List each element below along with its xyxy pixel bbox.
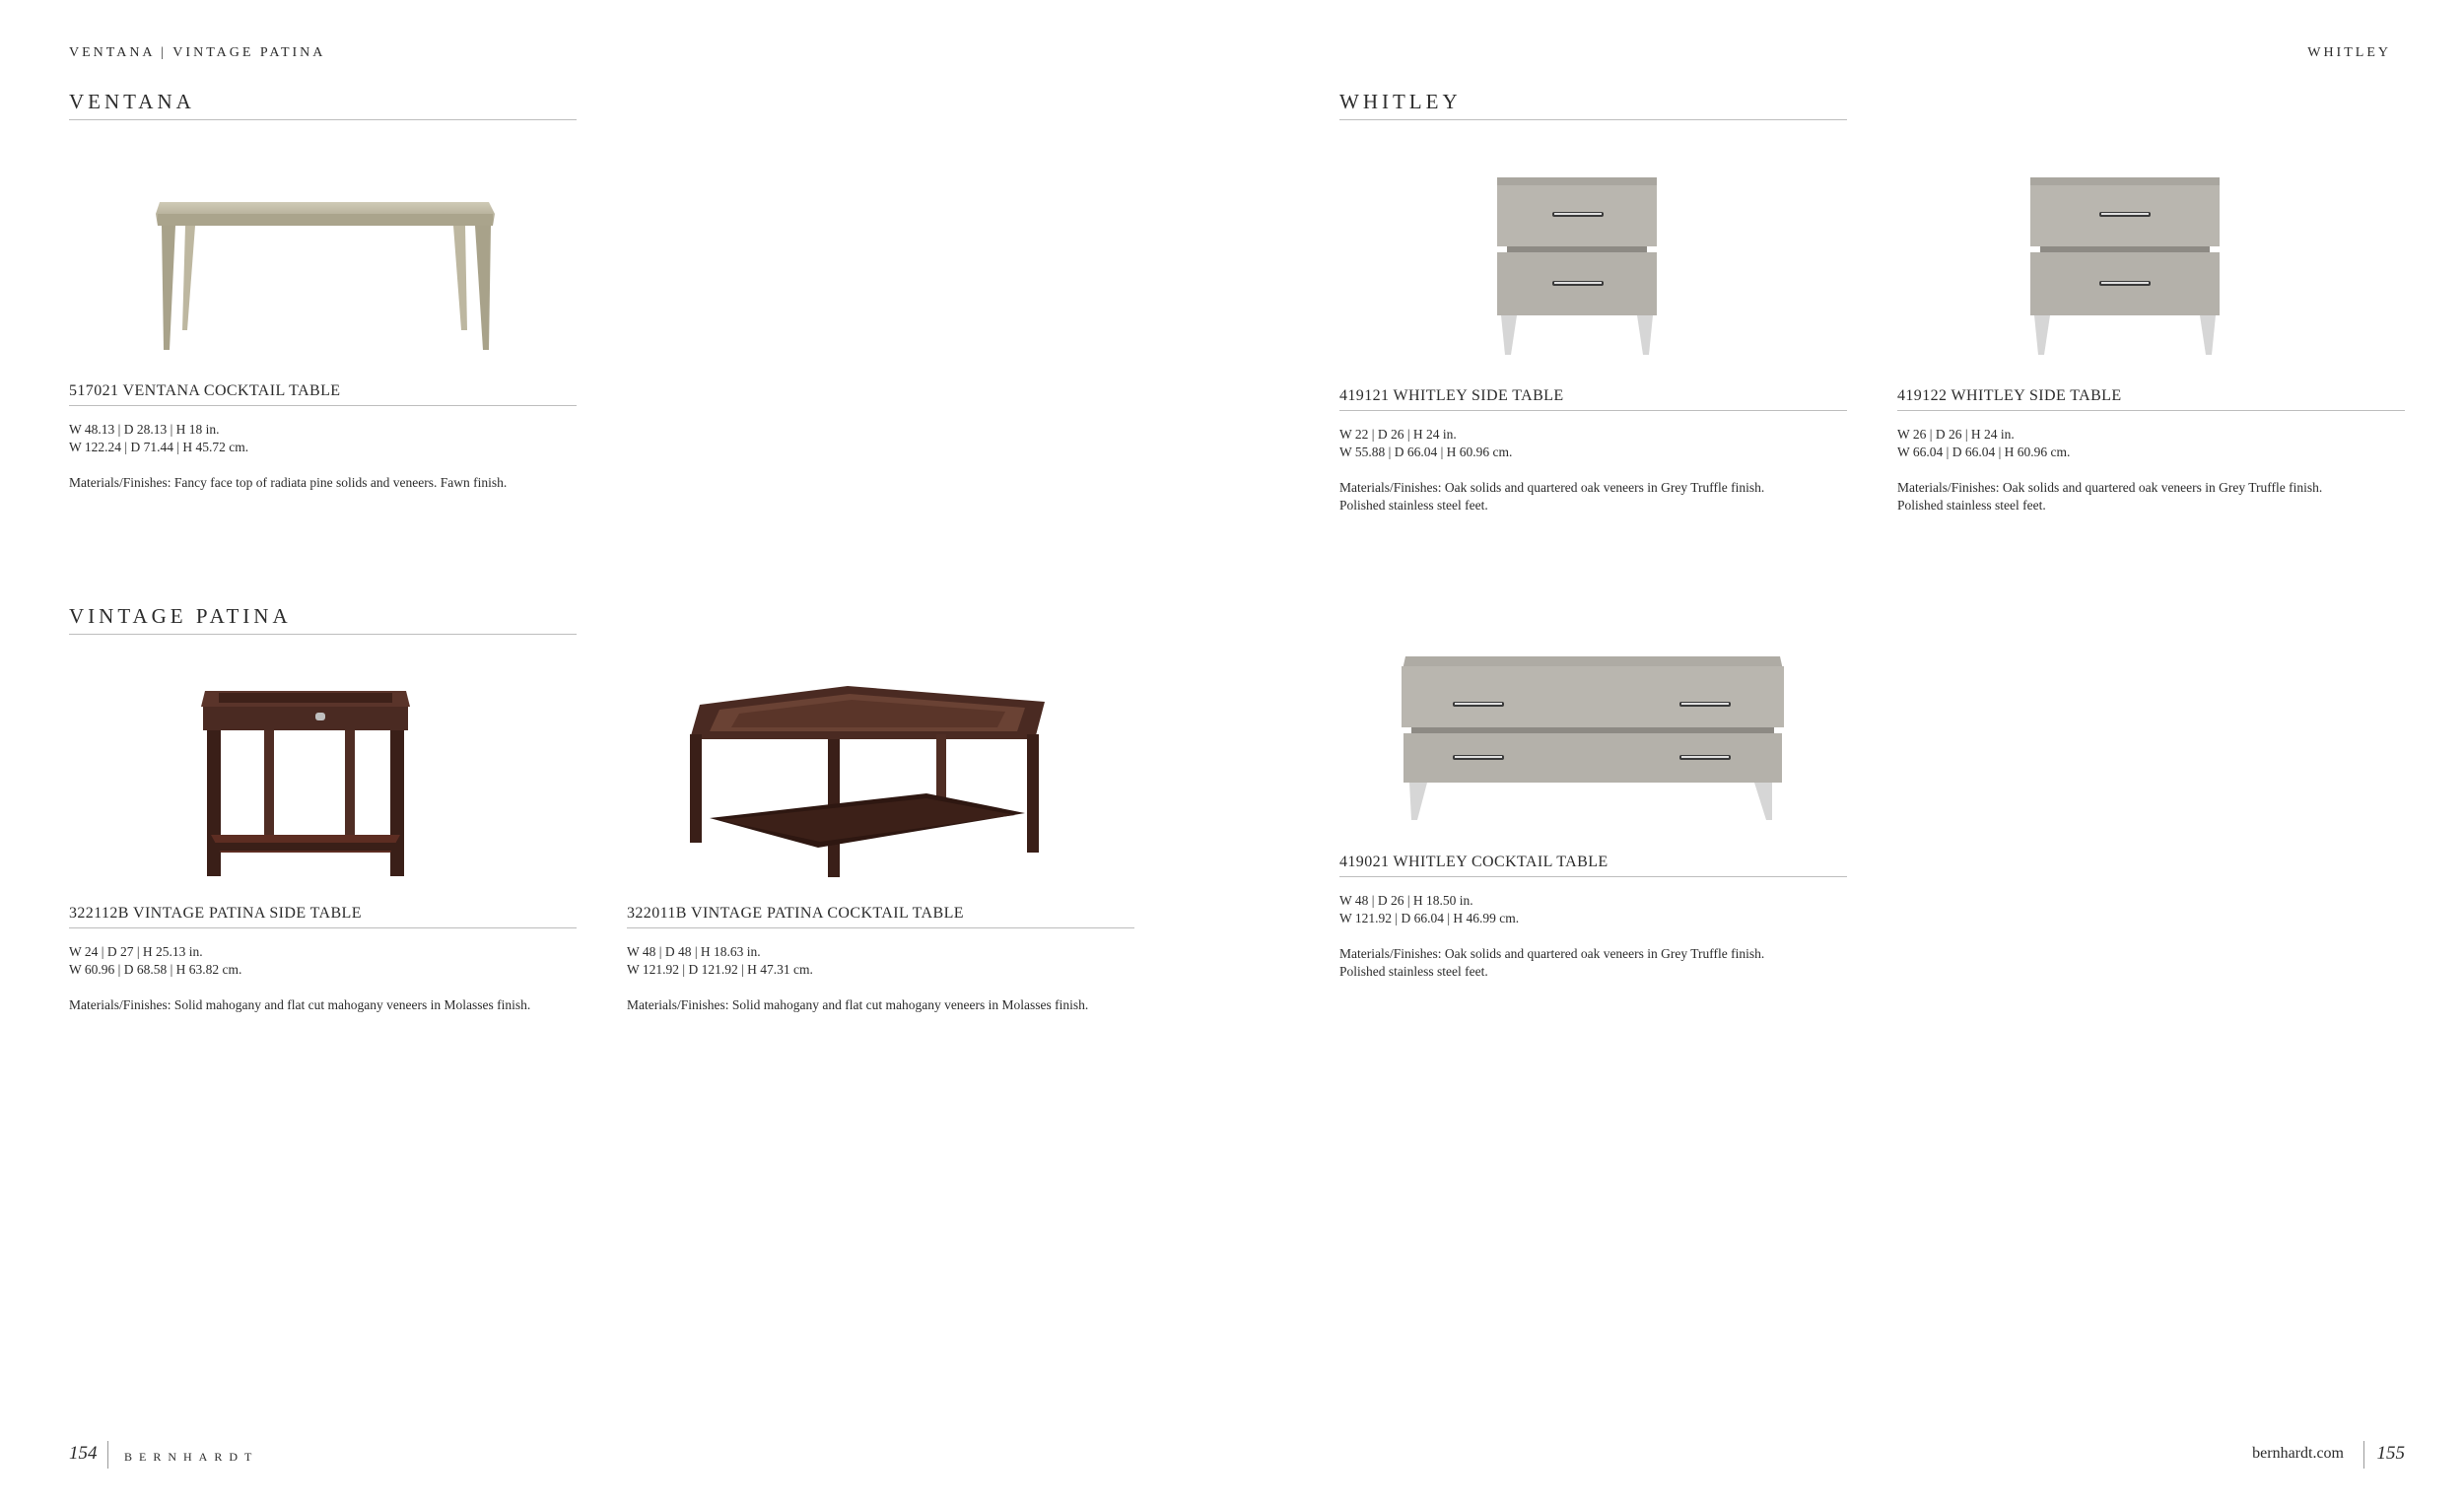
product-rule xyxy=(1339,410,1847,411)
page-number-right: 155 xyxy=(2376,1443,2405,1464)
running-head-left: VENTANA | VINTAGE PATINA xyxy=(69,45,326,60)
materials: Materials/Finishes: Solid mahogany and flat cut mahogany veneers in Molasses finish. xyxy=(69,997,531,1012)
product-rule xyxy=(1339,876,1847,877)
vintage-patina-side-table-image xyxy=(197,685,414,882)
footer-divider xyxy=(107,1441,108,1469)
product-rule xyxy=(69,927,577,928)
brand-name: BERNHARDT xyxy=(124,1450,259,1464)
materials: Materials/Finishes: Fancy face top of radiata pine solids and veneers. Fawn finish. xyxy=(69,475,508,490)
dimensions-inches: W 48 | D 26 | H 18.50 in. xyxy=(1339,893,1473,908)
product-title: 517021 VENTANA COCKTAIL TABLE xyxy=(69,382,341,399)
vintage-patina-cocktail-table-image xyxy=(680,680,1050,882)
section-rule xyxy=(69,119,577,120)
materials-feet: Polished stainless steel feet. xyxy=(1897,498,2046,513)
product-title: 322011B VINTAGE PATINA COCKTAIL TABLE xyxy=(627,905,964,922)
section-rule xyxy=(1339,119,1847,120)
section-title-ventana: VENTANA xyxy=(69,90,195,113)
whitley-side-table-image xyxy=(1493,177,1661,357)
product-title: 322112B VINTAGE PATINA SIDE TABLE xyxy=(69,905,362,922)
dimensions-cm: W 55.88 | D 66.04 | H 60.96 cm. xyxy=(1339,445,1513,459)
dimensions-inches: W 26 | D 26 | H 24 in. xyxy=(1897,427,2015,442)
dimensions-cm: W 122.24 | D 71.44 | H 45.72 cm. xyxy=(69,440,249,454)
section-title-vintage-patina: VINTAGE PATINA xyxy=(69,604,292,628)
dimensions-inches: W 48 | D 48 | H 18.63 in. xyxy=(627,944,761,959)
dimensions-cm: W 121.92 | D 66.04 | H 46.99 cm. xyxy=(1339,911,1520,925)
product-rule xyxy=(1897,410,2405,411)
dimensions-inches: W 24 | D 27 | H 25.13 in. xyxy=(69,944,203,959)
product-title: 419121 WHITLEY SIDE TABLE xyxy=(1339,387,1564,404)
materials: Materials/Finishes: Oak solids and quartered oak veneers in Grey Truffle finish. xyxy=(1339,946,1765,961)
section-rule xyxy=(69,634,577,635)
dimensions-inches: W 48.13 | D 28.13 | H 18 in. xyxy=(69,422,220,437)
dimensions-cm: W 121.92 | D 121.92 | H 47.31 cm. xyxy=(627,962,813,977)
materials-feet: Polished stainless steel feet. xyxy=(1339,964,1488,979)
ventana-cocktail-table-image xyxy=(148,192,503,355)
materials: Materials/Finishes: Oak solids and quartered oak veneers in Grey Truffle finish. xyxy=(1339,480,1765,495)
materials: Materials/Finishes: Oak solids and quartered oak veneers in Grey Truffle finish. xyxy=(1897,480,2323,495)
dimensions-cm: W 60.96 | D 68.58 | H 63.82 cm. xyxy=(69,962,242,977)
product-rule xyxy=(627,927,1134,928)
page-number-left: 154 xyxy=(69,1443,98,1464)
product-rule xyxy=(69,405,577,406)
whitley-side-table-image xyxy=(2026,177,2224,357)
running-head-right: WHITLEY xyxy=(2307,45,2391,60)
dimensions-inches: W 22 | D 26 | H 24 in. xyxy=(1339,427,1457,442)
footer-divider xyxy=(2363,1441,2364,1469)
whitley-cocktail-table-image xyxy=(1400,652,1786,822)
dimensions-cm: W 66.04 | D 66.04 | H 60.96 cm. xyxy=(1897,445,2071,459)
materials-feet: Polished stainless steel feet. xyxy=(1339,498,1488,513)
section-title-whitley: WHITLEY xyxy=(1339,90,1462,113)
product-title: 419021 WHITLEY COCKTAIL TABLE xyxy=(1339,854,1608,870)
materials: Materials/Finishes: Solid mahogany and flat cut mahogany veneers in Molasses finish. xyxy=(627,997,1089,1012)
product-title: 419122 WHITLEY SIDE TABLE xyxy=(1897,387,2122,404)
website-link[interactable]: bernhardt.com xyxy=(2252,1445,2344,1462)
